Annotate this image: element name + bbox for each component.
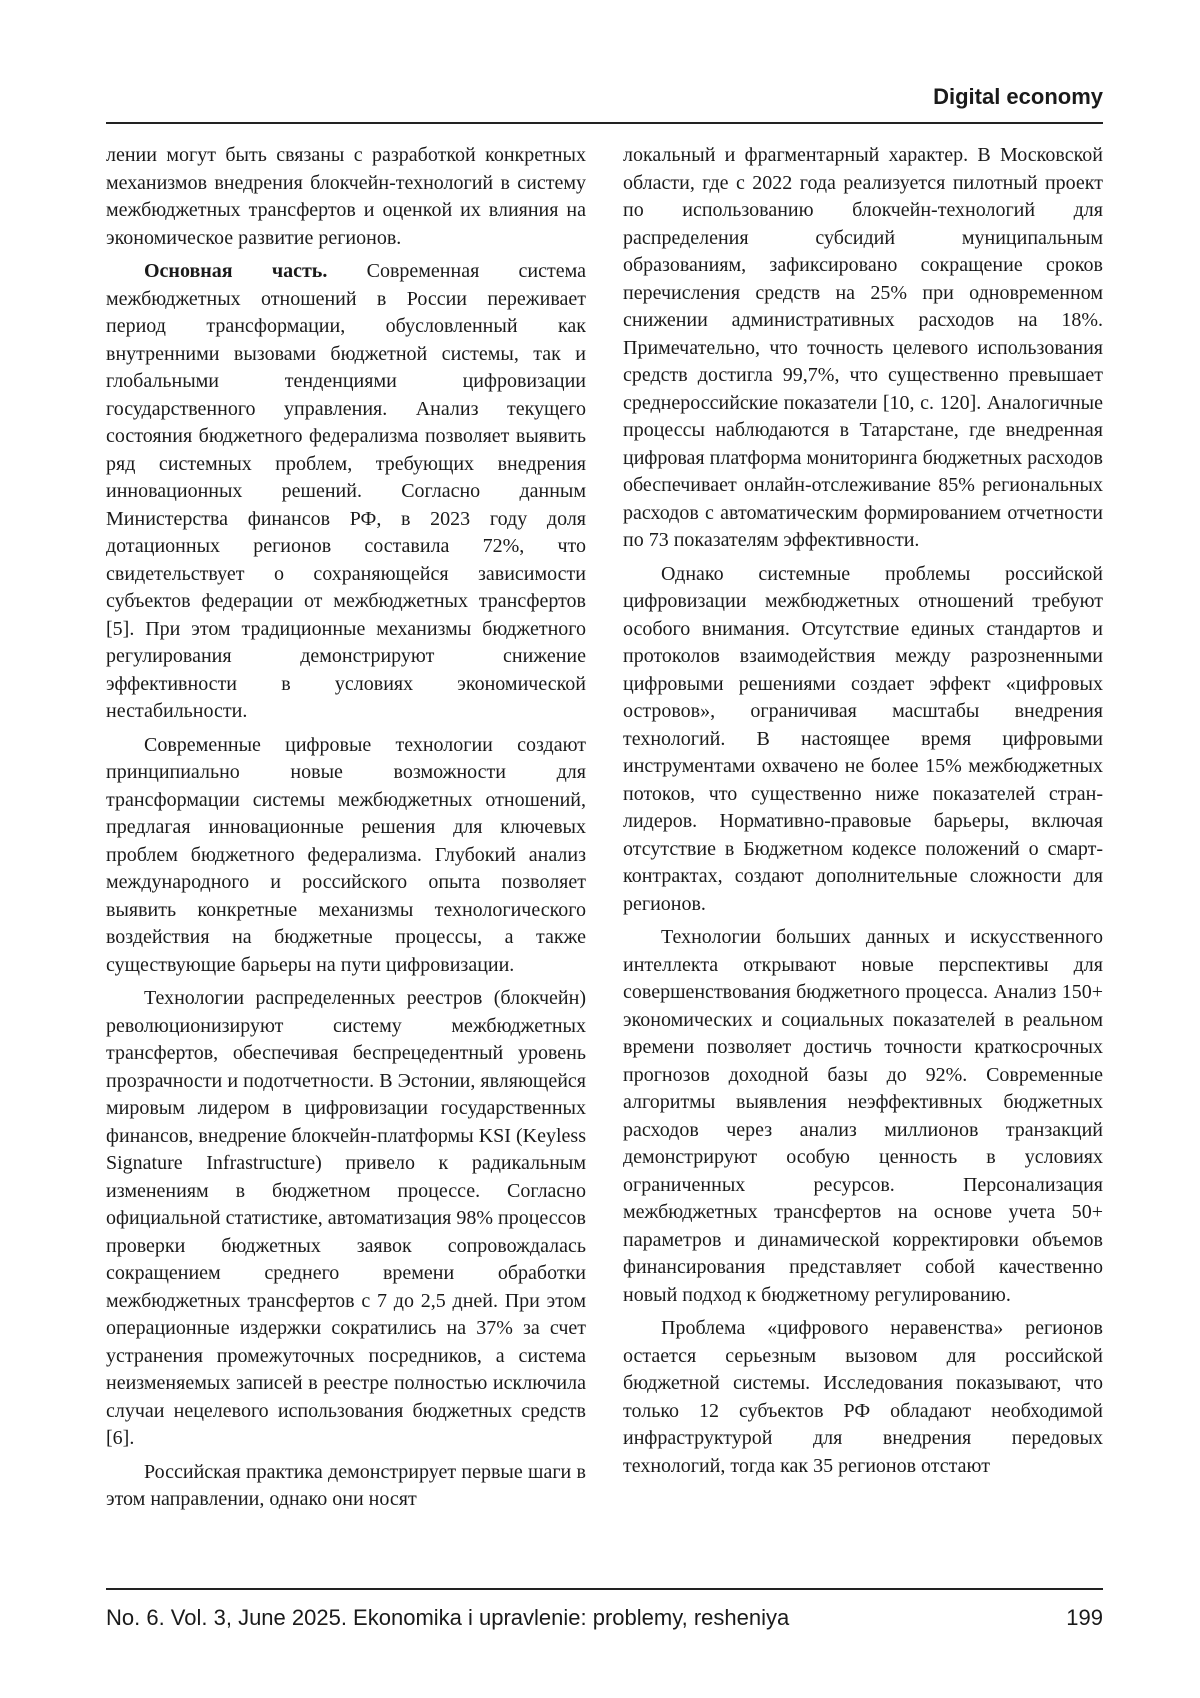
paragraph: Современные цифровые технологии создают принципиально новые возможности для трансформации системы межбюджетных отношений, предлагая инновационные решения для ключевых проблем бюджетного федерализма. Глубокий анализ международного и российского опыта позволяет выявить конкретные механизмы технологического воздействия на бюджетные процессы, а также существующие барьеры на пути цифровизации. xyxy=(106,733,586,976)
paragraph: Проблема «цифрового неравенства» регионов остается серьезным вызовом для российской бюджетной системы. Исследования показывают, что только 12 субъектов РФ обладают необходимой инфраструктурой для внедрения передовых технологий, тогда как 35 регионов отстают xyxy=(623,1317,1103,1477)
left-column xyxy=(106,142,586,1520)
paragraph: Однако системные проблемы российской цифровизации межбюджетных отношений требуют особого внимания. Отсутствие единых стандартов и протоколов взаимодействия между разрозненными цифровыми решениями создает эффект «цифровых островов», ограничивая масштабы внедрения технологий. В настоящее время цифровыми инструментами охвачено не более 15% межбюджетных потоков, что существенно ниже показателей стран-лидеров. Нормативно-правовые барьеры, включая отсутствие в Бюджетном кодексе положений о смарт-контрактах, создают дополнительные сложности для регионов. xyxy=(623,562,1103,915)
header-rule xyxy=(106,122,1103,124)
paragraph-text: Современная система межбюджетных отношений в России переживает период трансформации, обусловленный как внутренними вызовами бюджетной системы, так и глобальными тенденциями цифровизации государственного управления. Анализ текущего состояния бюджетного федерализма позволяет выявить ряд системных проблем, требующих внедрения инновационных решений. Согласно данным Министерства финансов РФ, в 2023 году доля дотационных регионов составила 72%, что свидетельствует о сохраняющейся зависимости субъектов федерации от межбюджетных трансфертов [5]. При этом традиционные механизмы бюджетного регулирования демонстрируют снижение эффективности в условиях экономической нестабильности. xyxy=(106,260,586,722)
right-column xyxy=(623,142,1103,1486)
page-number: 199 xyxy=(1066,1605,1103,1630)
footer-rule xyxy=(106,1588,1103,1590)
paragraph: локальный и фрагментарный характер. В Московской области, где с 2022 года реализуется пилотный проект по использованию блокчейн-технологий для распределения субсидий муниципальным образованиям, зафиксировано сокращение сроков перечисления средств на 25% при одновременном снижении административных расходов на 18%. Примечательно, что точность целевого использования средств достигла 99,7%, что существенно превышает среднероссийские показатели [10, с. 120]. Аналогичные процессы наблюдаются в Татарстане, где внедренная цифровая платформа мониторинга бюджетных расходов обеспечивает онлайн-отслеживание 85% региональных расходов с автоматическим формированием отчетности по 73 показателям эффективности. xyxy=(623,144,1103,551)
journal-citation: No. 6. Vol. 3, June 2025. Ekonomika i upravlenie: problemy, resheniya xyxy=(106,1605,790,1630)
paragraph xyxy=(106,258,586,726)
paragraph: Технологии распределенных реестров (блокчейн) революционизируют систему межбюджетных трансфертов, обеспечивая беспрецедентный уровень прозрачности и подотчетности. В Эстонии, являющейся мировым лидером в цифровизации государственных финансов, внедрение блокчейн-платформы KSI (Keyless Signature Infrastructure) привело к радикальным изменениям в бюджетном процессе. Согласно официальной статистике, автоматизация 98% процессов проверки бюджетных заявок сопровождалась сокращением среднего времени обработки межбюджетных трансфертов с 7 до 2,5 дней. При этом операционные издержки сократились на 37% за счет устранения промежуточных посредников, а система неизменяемых записей в реестре полностью исключила случаи нецелевого использования бюджетных средств [6]. xyxy=(106,987,586,1449)
paragraph: Технологии больших данных и искусственного интеллекта открывают новые перспективы для совершенствования бюджетного процесса. Анализ 150+ экономических и социальных показателей в реальном времени позволяет достичь точности краткосрочных прогнозов доходной базы до 92%. Современные алгоритмы выявления неэффективных бюджетных расходов через анализ миллионов транзакций демонстрируют особую ценность в условиях ограниченных ресурсов. Персонализация межбюджетных трансфертов на основе учета 50+ параметров и динамической корректировки объемов финансирования представляет собой качественно новый подход к бюджетному регулированию. xyxy=(623,926,1103,1306)
section-heading: Основная часть. xyxy=(144,260,328,282)
paragraph: Российская практика демонстрирует первые шаги в этом направлении, однако они носят xyxy=(106,1460,586,1510)
paragraph: лении могут быть связаны с разработкой конкретных механизмов внедрения блокчейн-технологий в систему межбюджетных трансфертов и оценкой их влияния на экономическое развитие регионов. xyxy=(106,144,586,249)
section-title: Digital economy xyxy=(933,84,1103,109)
